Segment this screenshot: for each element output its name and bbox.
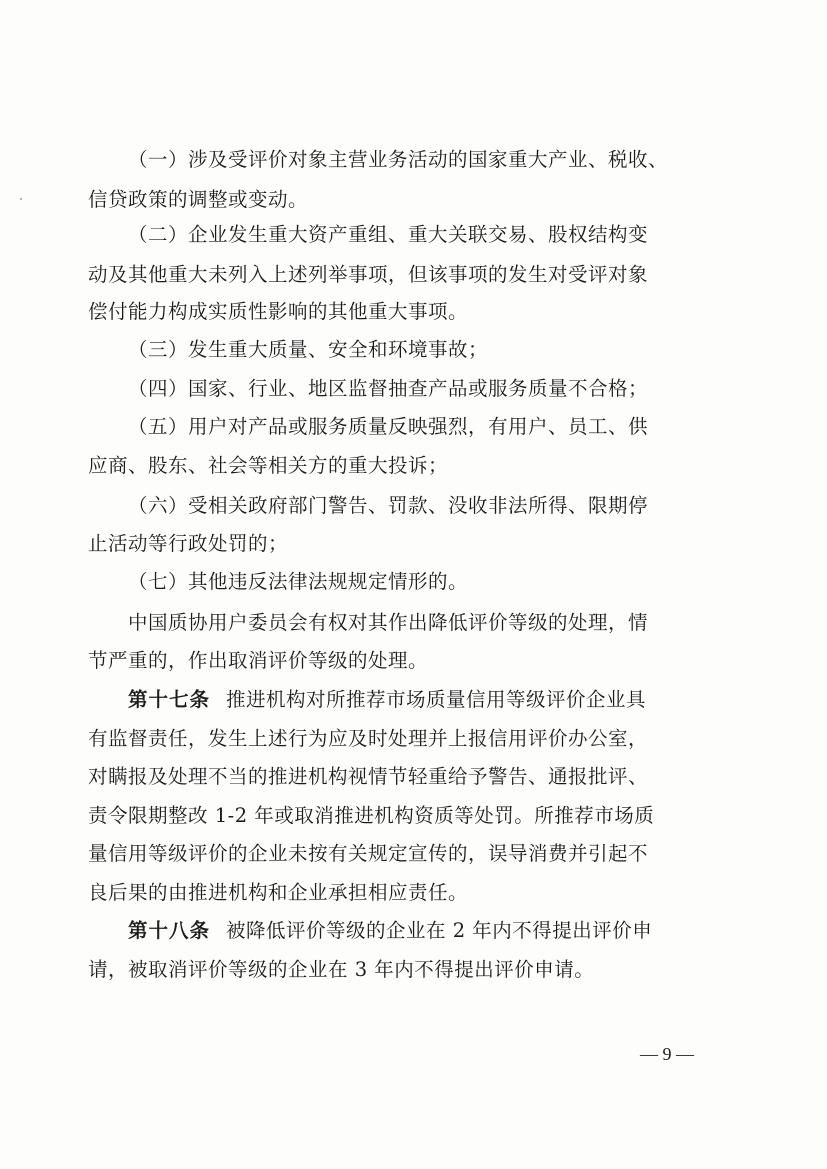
text-line: 量信用等级评价的企业未按有关规定宣传的，误导消费并引起不 [88,842,649,865]
text-line: 信贷政策的调整或变动。 [88,188,309,211]
text-line: 请，被取消评价等级的企业在 3 年内不得提出评价申请。 [88,958,595,981]
text-line: 中国质协用户委员会有权对其作出降低评价等级的处理，情 [128,611,649,634]
text-line: 偿付能力构成实质性影响的其他重大事项。 [88,300,469,323]
text-line: 责令限期整改 1-2 年或取消推进机构资质等处罚。所推荐市场质 [88,804,655,827]
text-line: 止活动等行政处罚的； [88,532,289,555]
scan-speck [20,198,22,200]
text-line: 有监督责任，发生上述行为应及时处理并上报信用评价办公室， [88,727,649,750]
page-number: — 9 — [640,1044,694,1064]
text-line: 动及其他重大未列入上述列举事项，但该事项的发生对受评对象 [88,263,649,286]
text-line: （七）其他违反法律法规规定情形的。 [128,570,469,593]
text-line: 良后果的由推进机构和企业承担相应责任。 [88,881,469,904]
text-line: 第十八条 被降低评价等级的企业在 2 年内不得提出评价申 [0,911,827,951]
text-line: （一）涉及受评价对象主营业务活动的国家重大产业、税收、 [128,148,669,171]
text-line: （二）企业发生重大资产重组、重大关联交易、股权结构变 [128,223,649,246]
text-line: 应商、股东、社会等相关方的重大投诉； [88,454,449,477]
article-18-heading: 第十八条 [128,919,211,942]
text-line: （五）用户对产品或服务质量反映强烈，有用户、员工、供 [128,415,649,438]
text-line: 第十七条 推进机构对所推荐市场质量信用等级评价企业具 [0,680,827,720]
text-line: （三）发生重大质量、安全和环境事故； [128,338,489,361]
text-line: （六）受相关政府部门警告、罚款、没收非法所得、限期停 [128,494,649,517]
text-line: 对瞒报及处理不当的推进机构视情节轻重给予警告、通报批评、 [88,765,649,788]
text-line: （四）国家、行业、地区监督抽查产品或服务质量不合格； [128,377,649,400]
text-line: 节严重的，作出取消评价等级的处理。 [88,649,429,672]
article-17-heading: 第十七条 [128,688,211,711]
